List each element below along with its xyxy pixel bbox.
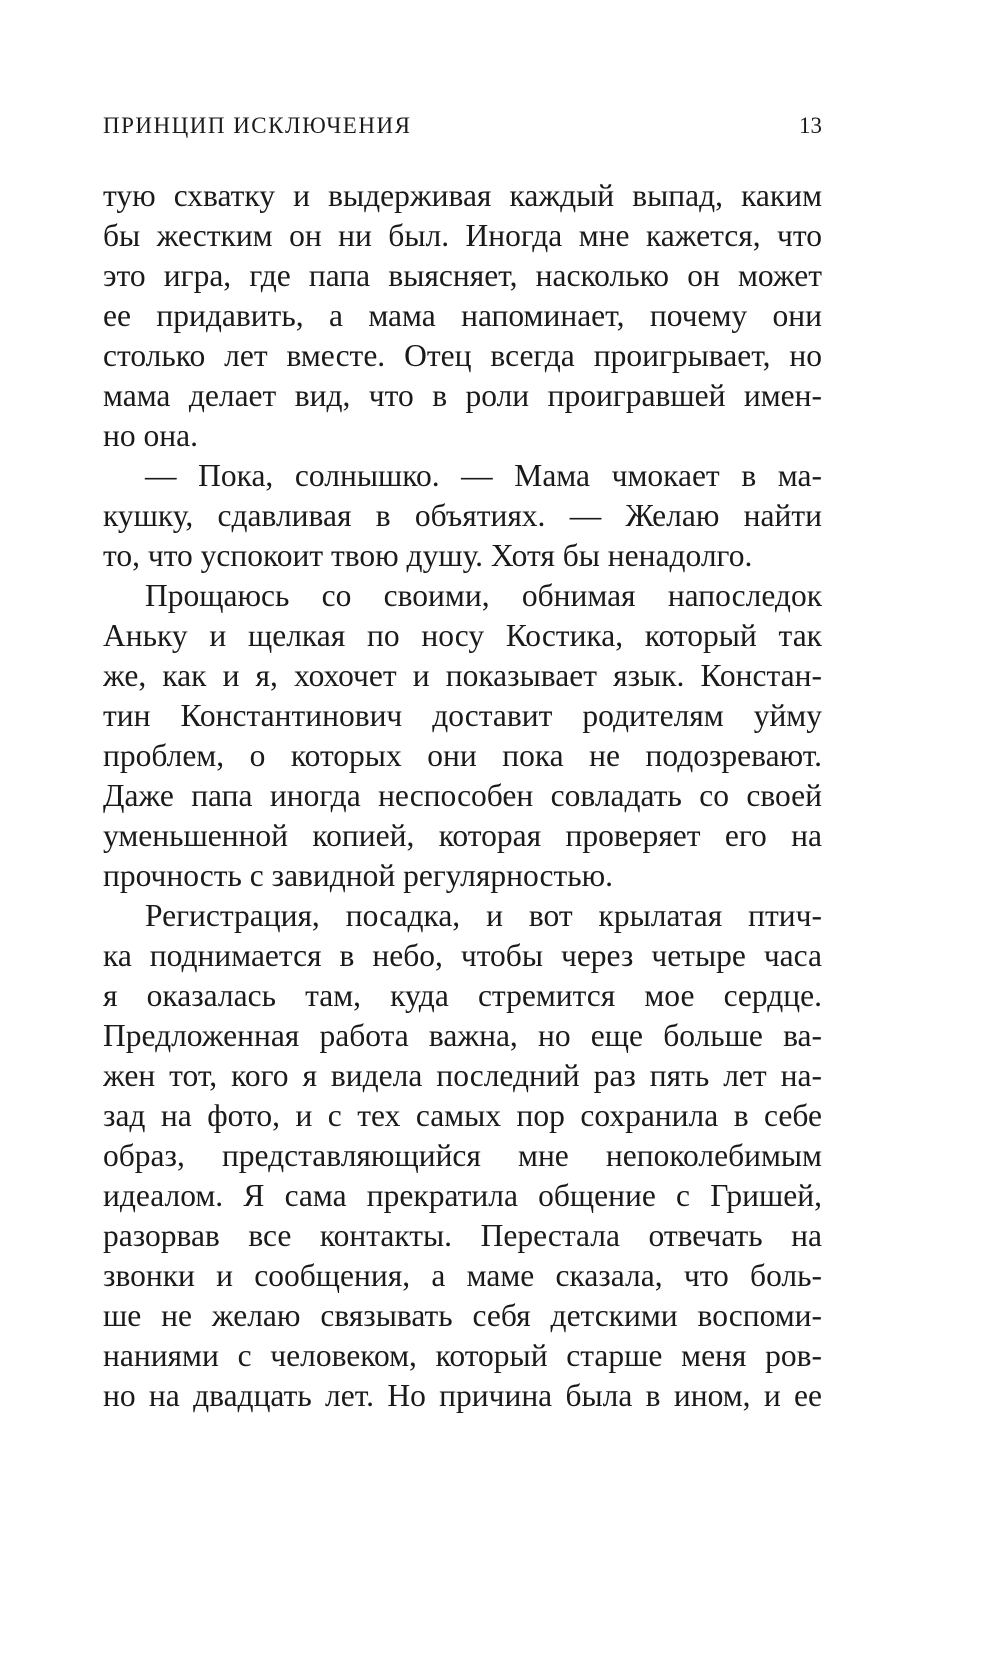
text-line: мама делает вид, что в роли проигравшей имен- bbox=[103, 378, 822, 413]
text-line: же, как и я, хохочет и показывает язык. Констан- bbox=[103, 658, 822, 693]
text-line: тин Константинович доставит родителям уйму bbox=[103, 698, 822, 733]
text-line: звонки и сообщения, а маме сказала, что боль- bbox=[103, 1258, 822, 1293]
text-line: ше не желаю связывать себя детскими воспоми- bbox=[103, 1298, 822, 1333]
text-line: это игра, где папа выясняет, насколько он может bbox=[103, 258, 822, 293]
text-line: Предложенная работа важна, но еще больше ва- bbox=[103, 1018, 822, 1053]
text-line: Регистрация, посадка, и вот крылатая птич- bbox=[145, 898, 822, 933]
text-line: уменьшенной копией, которая проверяет его на bbox=[103, 818, 822, 853]
text-line: прочность с завидной регулярностью. bbox=[103, 858, 614, 893]
text-line: ее придавить, а мама напоминает, почему они bbox=[103, 298, 822, 333]
text-line: я оказалась там, куда стремится мое сердце. bbox=[103, 978, 822, 1013]
text-line: проблем, о которых они пока не подозревают. bbox=[103, 738, 822, 773]
running-head bbox=[103, 113, 822, 143]
text-line: Прощаюсь со своими, обнимая напоследок bbox=[145, 578, 822, 613]
text-line: но на двадцать лет. Но причина была в ином, и ее bbox=[103, 1378, 822, 1413]
text-line: — Пока, солнышко. — Мама чмокает в ма- bbox=[145, 458, 822, 493]
text-line: идеалом. Я сама прекратила общение с Гришей, bbox=[103, 1178, 822, 1213]
text-line: наниями с человеком, который старше меня ров- bbox=[103, 1338, 822, 1373]
text-line: разорвав все контакты. Перестала отвечать на bbox=[103, 1218, 822, 1253]
text-line: образ, представляющийся мне непоколебимым bbox=[103, 1138, 822, 1173]
text-line: но она. bbox=[103, 418, 198, 453]
page-number: 13 bbox=[799, 113, 822, 138]
text-line: Даже папа иногда неспособен совладать со своей bbox=[103, 778, 822, 813]
text-line: зад на фото, и с тех самых пор сохранила в себе bbox=[103, 1098, 822, 1133]
text-line: тую схватку и выдерживая каждый выпад, каким bbox=[103, 178, 822, 213]
body-text bbox=[103, 176, 822, 1416]
text-line: то, что успокоит твою душу. Хотя бы ненадолго. bbox=[103, 538, 753, 573]
text-line: жен тот, кого я видела последний раз пять лет на- bbox=[103, 1058, 822, 1093]
running-head-title: ПРИНЦИП ИСКЛЮЧЕНИЯ bbox=[103, 113, 412, 138]
text-line: Аньку и щелкая по носу Костика, который так bbox=[103, 618, 822, 653]
text-line: ка поднимается в небо, чтобы через четыре часа bbox=[103, 938, 822, 973]
text-line: столько лет вместе. Отец всегда проигрывает, но bbox=[103, 338, 822, 373]
text-line: бы жестким он ни был. Иногда мне кажется, что bbox=[103, 218, 822, 253]
text-line: кушку, сдавливая в объятиях. — Желаю найти bbox=[103, 498, 822, 533]
